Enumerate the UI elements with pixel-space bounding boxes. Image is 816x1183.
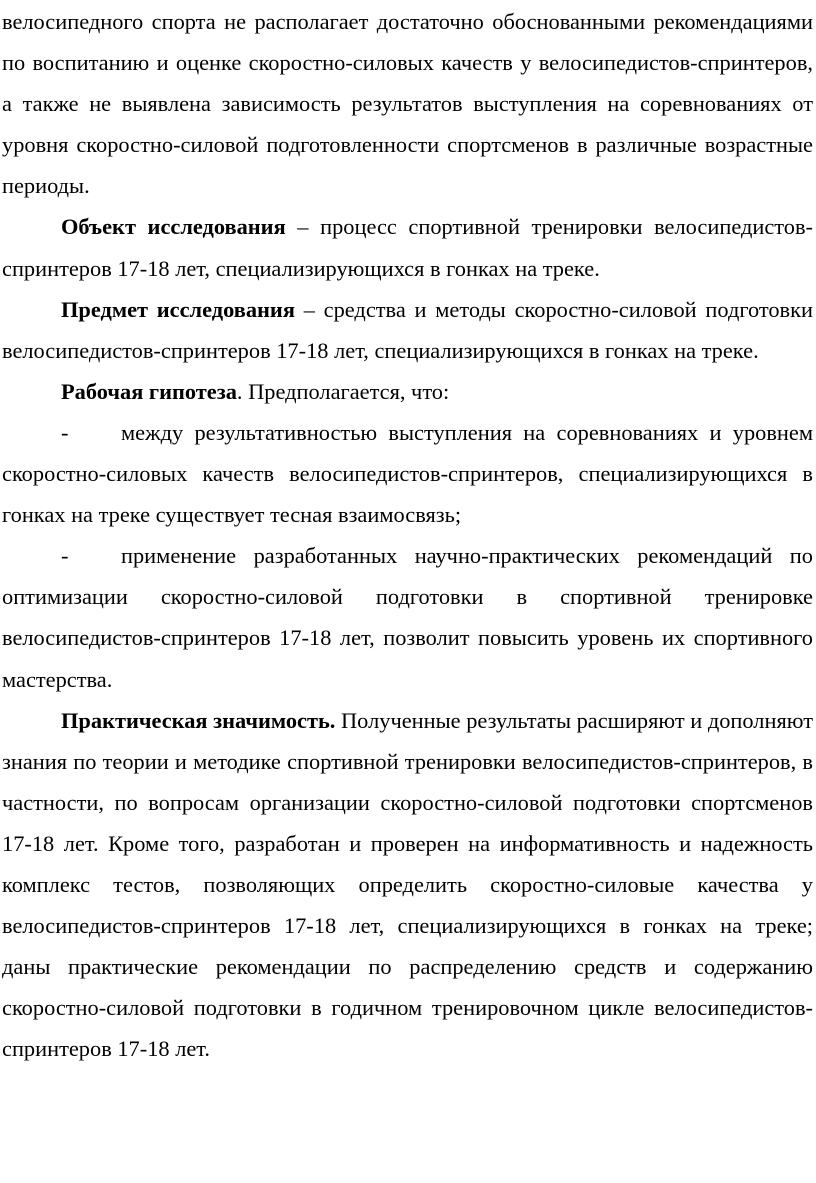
intro-paragraph: велосипедного спорта не располагает достаточно обоснованными рекомендациями по воспитанию и оценке скоростно-силовых качеств у велосипедистов-спринтеров, а также не выявлена зависимость результатов выступления на соревнованиях от уровня скоростно-силовой подготовленности спортсменов в различные возрастные периоды.: [2, 9, 813, 199]
object-term: Объект исследования: [61, 214, 286, 240]
object-paragraph: [2, 206, 813, 288]
significance-paragraph: [2, 700, 813, 1070]
subject-text: – средства и методы скоростно-силовой подготовки велосипедистов-спринтеров 17-18 лет, специализирующихся в гонках на треке.: [2, 296, 813, 363]
significance-text: Полученные результаты расширяют и дополняют знания по теории и методике спортивной тренировки велосипедистов-спринтеров, в частности, по вопросам организации скоростно-силовой подготовки спортсменов 17-18 лет. Кроме того, разработан и проверен на информативность и надежность комплекс тестов, позволяющих определить скоростно-силовые качества у велосипедистов-спринтеров 17-18 лет, специализирующихся в гонках на треке; даны практические рекомендации по распределению средств и содержанию скоростно-силовой подготовки в годичном тренировочном цикле велосипедистов-спринтеров 17-18 лет.: [2, 707, 813, 1062]
list-dash: -: [61, 419, 69, 445]
list-dash: -: [61, 543, 69, 569]
hypothesis-paragraph: [2, 371, 813, 412]
list-item-text: между результативностью выступления на соревнованиях и уровнем скоростно-силовых качеств велосипедистов-спринтеров, специализирующихся в гонках на треке существует тесная взаимосвязь;: [2, 419, 813, 528]
hypothesis-term: Рабочая гипотеза: [61, 378, 237, 404]
subject-term: Предмет исследования: [61, 296, 295, 322]
hypothesis-list-item: [2, 412, 813, 535]
hypothesis-text: . Предполагается, что:: [236, 378, 450, 404]
subject-paragraph: [2, 289, 813, 371]
object-text: – процесс спортивной тренировки велосипедистов-спринтеров 17-18 лет, специализирующихся в гонках на треке.: [2, 214, 813, 281]
hypothesis-list-item: [2, 535, 813, 699]
list-item-text: применение разработанных научно-практических рекомендаций по оптимизации скоростно-силовой подготовки в спортивной тренировке велосипедистов-спринтеров 17-18 лет, позволит повысить уровень их спортивного мастерства.: [2, 543, 813, 692]
significance-term: Практическая значимость.: [61, 707, 336, 733]
